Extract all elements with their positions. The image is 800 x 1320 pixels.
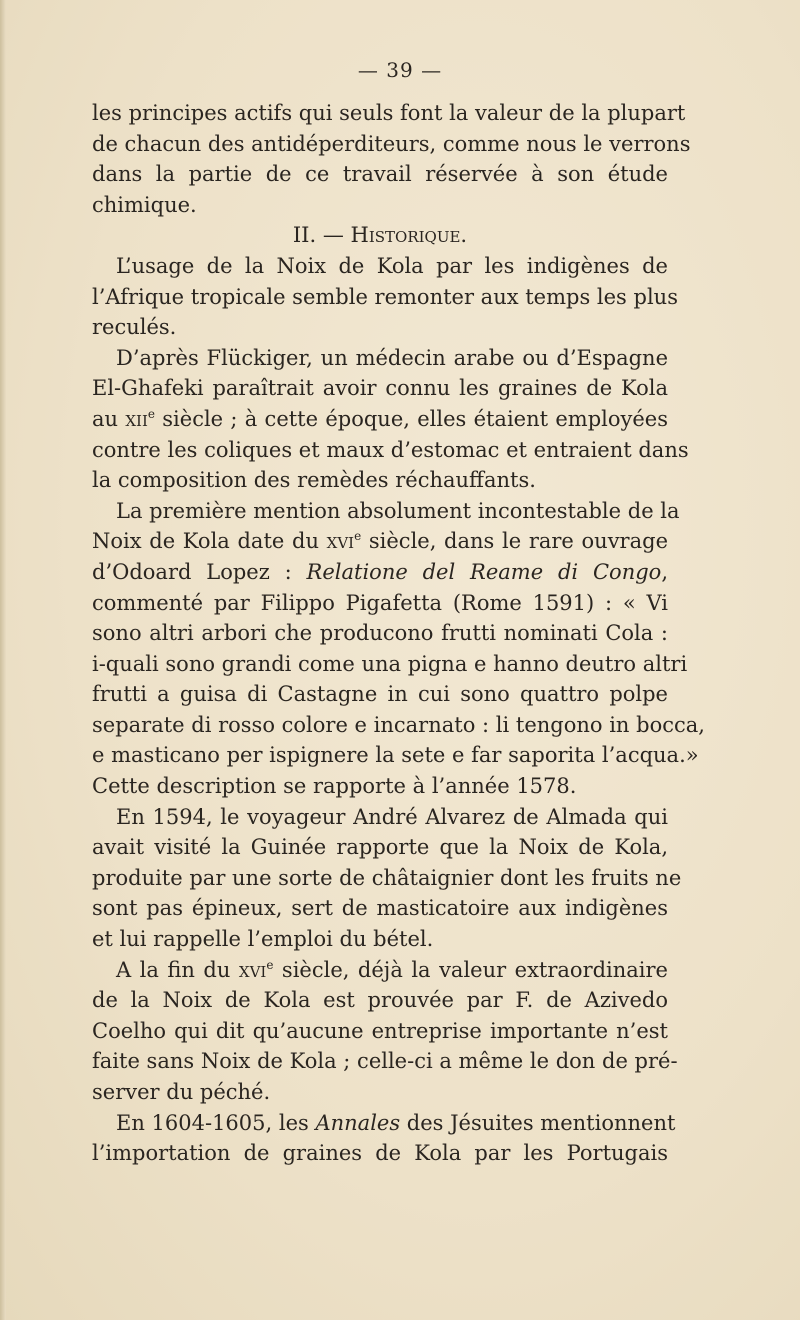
text-line: e masticano per ispignere la sete e far saporita l’acqua.» bbox=[92, 743, 699, 768]
text-line: la composition des remèdes réchauffants. bbox=[92, 468, 536, 493]
text-line: dans la partie de ce travail réservée à son étude bbox=[92, 162, 668, 187]
page-edge bbox=[0, 0, 6, 1320]
text-line: sono altri arbori che producono frutti nominati Cola : bbox=[92, 621, 668, 646]
text-run: xvi bbox=[238, 957, 267, 982]
text-run: xii bbox=[125, 406, 148, 431]
text-run: des Jésuites mentionnent bbox=[400, 1110, 676, 1135]
body-text bbox=[92, 98, 705, 1169]
text-line bbox=[92, 526, 668, 557]
text-line bbox=[92, 1108, 676, 1139]
text-line: contre les coliques et maux d’estomac et entraient dans bbox=[92, 437, 689, 462]
text-line: l’importation de graines de Kola par les Portugais bbox=[92, 1141, 668, 1166]
text-line: Cette description se rapporte à l’année 1578. bbox=[92, 774, 577, 799]
text-run: , bbox=[661, 559, 668, 584]
text-run: e bbox=[266, 957, 274, 972]
text-run: siècle, déjà la valeur extraordinaire bbox=[273, 957, 668, 982]
text-line: commenté par Filippo Pigafetta (Rome 1591) : « Vi bbox=[92, 590, 668, 615]
text-run: xvi bbox=[326, 529, 355, 554]
text-line: sont pas épineux, sert de masticatoire aux indigènes bbox=[92, 896, 668, 921]
text-run: d’Odoard Lopez : bbox=[92, 559, 307, 584]
text-line bbox=[92, 955, 668, 986]
text-line: Coelho qui dit qu’aucune entreprise importante n’est bbox=[92, 1018, 668, 1043]
section-heading: II. — Historique. bbox=[292, 223, 468, 248]
text-line: et lui rappelle l’emploi du bétel. bbox=[92, 927, 434, 952]
text-run: Annales bbox=[315, 1110, 401, 1135]
text-line: avait visité la Guinée rapporte que la Noix de Kola, bbox=[92, 835, 668, 860]
text-line: D’après Flückiger, un médecin arabe ou d’Espagne bbox=[116, 345, 668, 370]
text-line: l’Afrique tropicale semble remonter aux temps les plus bbox=[92, 284, 678, 309]
text-line: les principes actifs qui seuls font la valeur de la plupart bbox=[92, 101, 686, 125]
text-line: i-quali sono grandi come una pigna e hanno deutro altri bbox=[92, 651, 688, 676]
text-line bbox=[92, 557, 668, 588]
text-run: siècle, dans le rare ouvrage bbox=[361, 529, 668, 554]
page-number: — 39 — bbox=[357, 58, 443, 82]
text-line: En 1594, le voyageur André Alvarez de Almada qui bbox=[116, 804, 668, 829]
text-line: de la Noix de Kola est prouvée par F. de Azivedo bbox=[92, 988, 668, 1013]
text-line bbox=[92, 404, 668, 435]
text-line: La première mention absolument incontestable de la bbox=[116, 498, 680, 523]
text-run: e bbox=[147, 406, 155, 421]
text-line: produite par une sorte de châtaignier dont les fruits ne bbox=[92, 865, 682, 890]
text-line: L’usage de la Noix de Kola par les indigènes de bbox=[116, 253, 668, 278]
text-line: reculés. bbox=[92, 315, 177, 340]
text-run: Noix de Kola date du bbox=[92, 529, 327, 554]
text-run: au bbox=[92, 406, 126, 431]
text-line: server du péché. bbox=[92, 1080, 271, 1104]
text-run: En 1604-1605, les bbox=[116, 1110, 316, 1135]
text-line: El-Ghafeki paraîtrait avoir connu les graines de Kola bbox=[92, 376, 668, 401]
text-run: e bbox=[354, 529, 362, 544]
text-line: frutti a guisa di Castagne in cui sono quattro polpe bbox=[92, 682, 668, 707]
text-line: chimique. bbox=[92, 192, 197, 217]
text-run: siècle ; à cette époque, elles étaient employées bbox=[154, 406, 668, 431]
text-run: A la fin du bbox=[116, 957, 239, 982]
text-line: faite sans Noix de Kola ; celle-ci a même le don de pré- bbox=[92, 1049, 678, 1074]
text-run: Relatione del Reame di Congo bbox=[306, 559, 662, 584]
text-line: de chacun des antidéperditeurs, comme nous le verrons bbox=[92, 131, 691, 156]
text-line: separate di rosso colore e incarnato : li tengono in bocca, bbox=[92, 712, 705, 737]
